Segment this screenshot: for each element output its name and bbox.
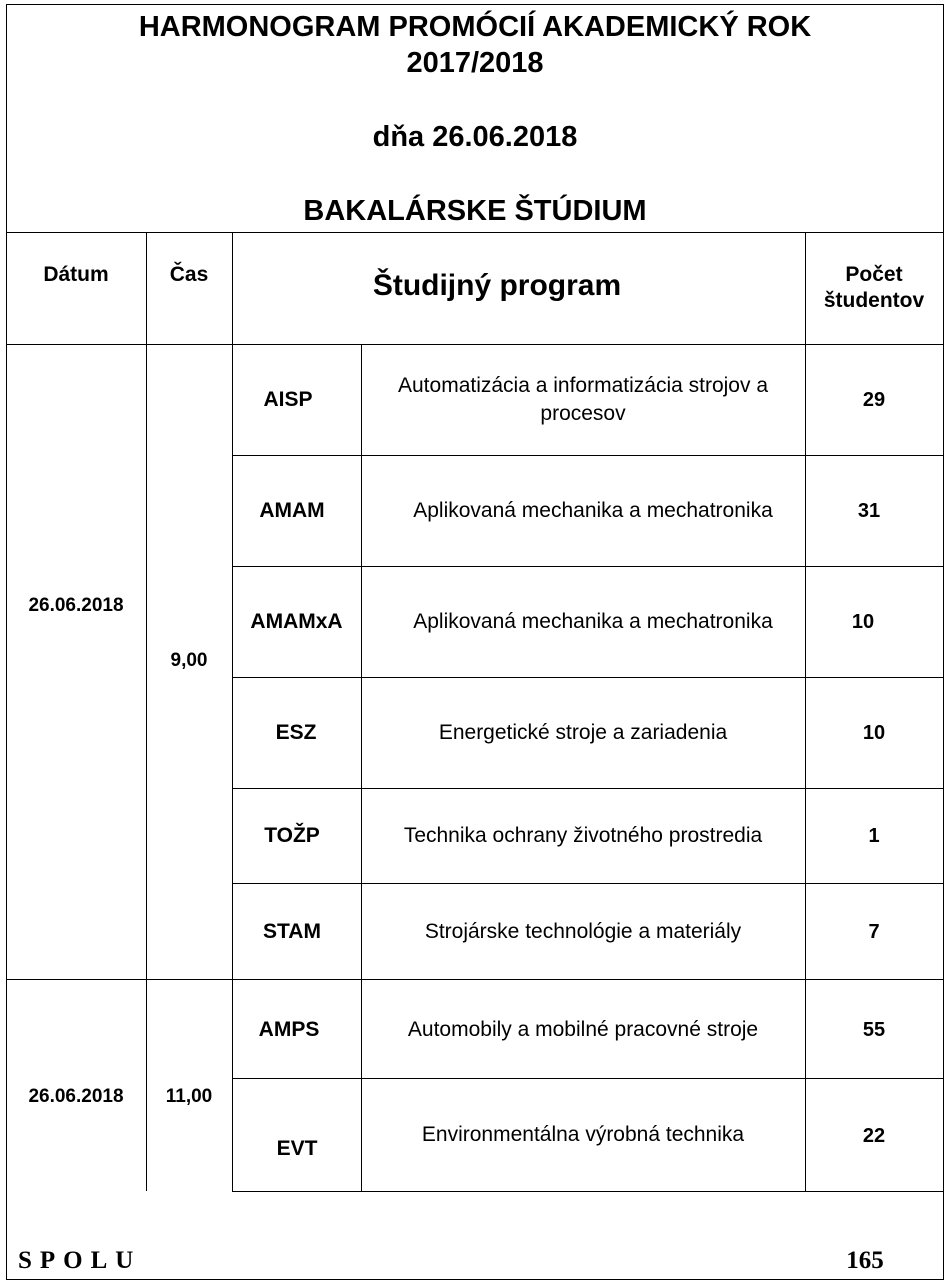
table-row-program-name: Technika ochrany životného prostredia (403, 824, 763, 847)
total-label: SPOLU (18, 1247, 142, 1274)
table-row-count: 1 (868, 825, 880, 847)
column-header-time: Čas (169, 263, 209, 286)
table-row-count: 29 (862, 389, 886, 411)
table-row-count: 31 (857, 500, 881, 522)
table-row-count: 10 (862, 722, 886, 744)
table-row-code: AMAM (259, 499, 325, 522)
table-row-program-name: Automobily a mobilné pracovné stroje (407, 1018, 759, 1041)
table-row-program-name: Energetické stroje a zariadenia (438, 721, 728, 744)
table-row-code: AMPS (258, 1018, 320, 1041)
total-count: 165 (846, 1247, 884, 1274)
table-row-program-name: Aplikovaná mechanika a mechatronika (413, 499, 773, 522)
table-row-code: AISP (263, 388, 313, 411)
group-1-date: 26.06.2018 (28, 595, 124, 616)
table-row-program-name: Aplikovaná mechanika a mechatronika (413, 610, 773, 633)
table-row-code: ESZ (275, 721, 317, 744)
column-header-program: Študijný program (372, 269, 622, 302)
table-row-code: TOŽP (264, 824, 320, 847)
table-row-count: 10 (851, 611, 875, 633)
document-title: HARMONOGRAM PROMÓCIÍ AKADEMICKÝ ROK (138, 11, 812, 43)
table-row-program-name: Environmentálna výrobná technika (421, 1123, 745, 1146)
group-2-date: 26.06.2018 (28, 1086, 124, 1107)
column-header-count-line2: študentov (823, 289, 925, 312)
table-row-code: EVT (276, 1137, 318, 1160)
table-row-program-name: Automatizácia a informatizácia strojov a (398, 374, 768, 397)
table-row-code: AMAMxA (250, 610, 343, 633)
group-2-time: 11,00 (165, 1086, 213, 1107)
academic-year: 2017/2018 (406, 47, 544, 79)
table-row-count: 7 (868, 921, 880, 943)
table-row-count: 55 (862, 1019, 886, 1041)
column-header-count-line1: Počet (845, 263, 903, 286)
group-1-time: 9,00 (170, 650, 208, 671)
column-header-date: Dátum (43, 263, 109, 286)
table-row-count: 22 (862, 1125, 886, 1147)
table-row-code: STAM (263, 920, 321, 943)
table-row-program-name-line2: procesov (540, 402, 626, 425)
table-row-program-name: Strojárske technológie a materiály (424, 920, 742, 943)
study-level: BAKALÁRSKE ŠTÚDIUM (303, 195, 647, 227)
ceremony-date: dňa 26.06.2018 (372, 121, 578, 153)
